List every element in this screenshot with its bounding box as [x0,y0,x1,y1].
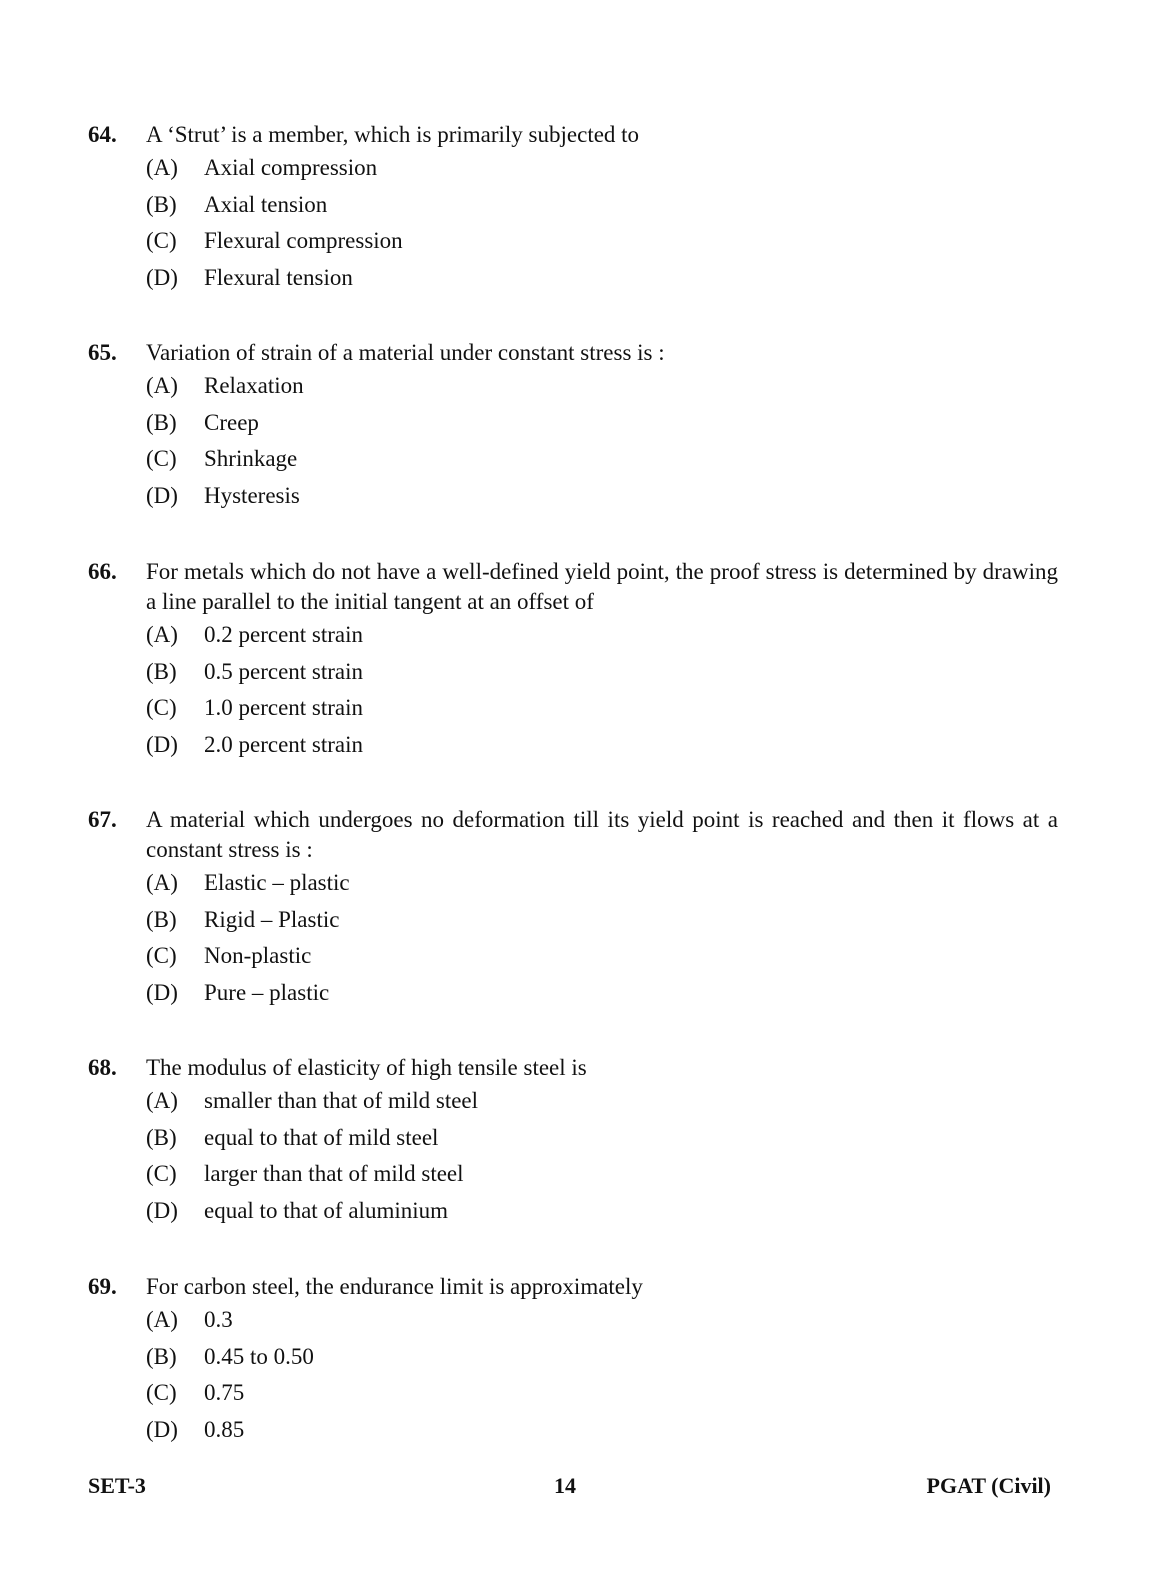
question-number: 69. [88,1274,117,1299]
question-65 [88,338,1058,514]
option-text: Non-plastic [204,943,312,968]
option-label: (C) [146,1380,177,1405]
option-b [88,1120,1058,1157]
question-number: 67. [88,807,117,832]
question-number: 64. [88,122,117,147]
option-label: (B) [146,1124,177,1150]
option-label: (B) [146,191,177,217]
question-text: A material which undergoes no deformation till its yield point is reached and then it flows at a constant stress is : [146,807,1058,862]
question-stem [88,1053,1058,1083]
option-text: Relaxation [204,373,304,398]
question-stem [88,1272,1058,1302]
option-d [88,1412,1058,1449]
option-text: Pure – plastic [204,979,330,1005]
option-text: Shrinkage [204,446,298,471]
question-number: 66. [88,559,117,584]
option-label: (D) [146,1416,178,1442]
option-label: (A) [146,870,178,895]
option-text: Hysteresis [204,482,300,508]
option-c [88,223,1058,260]
option-text: Axial compression [204,155,378,180]
option-text: Flexural compression [204,228,403,253]
option-text: 0.75 [204,1380,245,1405]
question-69 [88,1272,1058,1448]
option-label: (B) [146,658,177,684]
option-c [88,938,1058,975]
option-label: (D) [146,482,178,508]
option-text: 2.0 percent strain [204,731,364,757]
option-a [88,368,1058,405]
option-text: Rigid – Plastic [204,906,340,932]
question-stem [88,557,1058,617]
question-stem [88,338,1058,368]
option-label: (B) [146,409,177,435]
option-a [88,1083,1058,1120]
option-a [88,150,1058,187]
option-label: (C) [146,446,177,471]
question-64 [88,120,1058,296]
question-68 [88,1053,1058,1229]
option-text: 0.85 [204,1416,245,1442]
option-text: 0.45 to 0.50 [204,1343,314,1369]
option-label: (C) [146,943,177,968]
option-c [88,690,1058,727]
option-label: (B) [146,1343,177,1369]
option-b [88,405,1058,442]
option-label: (A) [146,1088,178,1113]
option-b [88,187,1058,224]
option-label: (A) [146,373,178,398]
question-stem [88,805,1058,865]
question-text: A ‘Strut’ is a member, which is primarily subjected to [146,122,640,147]
option-b [88,902,1058,939]
footer-set-code: SET-3 [88,1473,146,1498]
option-text: 0.2 percent strain [204,622,364,647]
question-text: For metals which do not have a well-defined yield point, the proof stress is determined by drawing a line parallel to the initial tangent at an offset of [146,559,1058,614]
question-text: The modulus of elasticity of high tensile steel is [146,1055,587,1080]
question-text: For carbon steel, the endurance limit is approximately [146,1274,643,1299]
question-number: 68. [88,1055,117,1080]
option-label: (B) [146,906,177,932]
option-d [88,260,1058,297]
option-a [88,865,1058,902]
question-67 [88,805,1058,1011]
option-b [88,654,1058,691]
option-c [88,1156,1058,1193]
option-text: Axial tension [204,191,328,217]
question-text: Variation of strain of a material under constant stress is : [146,340,665,365]
option-text: Flexural tension [204,264,353,290]
option-a [88,617,1058,654]
option-text: 1.0 percent strain [204,695,364,720]
option-text: 0.3 [204,1307,233,1332]
option-text: Elastic – plastic [204,870,350,895]
option-a [88,1302,1058,1339]
option-label: (C) [146,228,177,253]
option-label: (A) [146,155,178,180]
option-label: (A) [146,1307,178,1332]
footer-exam-name: PGAT (Civil) [926,1473,1051,1498]
question-number: 65. [88,340,117,365]
option-label: (D) [146,1197,178,1223]
option-d [88,1193,1058,1230]
option-c [88,1375,1058,1412]
option-text: 0.5 percent strain [204,658,364,684]
option-label: (D) [146,979,178,1005]
option-text: equal to that of mild steel [204,1124,439,1150]
option-b [88,1339,1058,1376]
option-text: equal to that of aluminium [204,1197,449,1223]
footer-page-number: 14 [554,1473,576,1498]
option-d [88,975,1058,1012]
option-d [88,727,1058,764]
option-d [88,478,1058,515]
option-text: smaller than that of mild steel [204,1088,479,1113]
question-66 [88,557,1058,763]
option-text: Creep [204,409,259,435]
option-label: (D) [146,731,178,757]
option-label: (D) [146,264,178,290]
question-stem [88,120,1058,150]
option-label: (A) [146,622,178,647]
option-text: larger than that of mild steel [204,1161,464,1186]
option-label: (C) [146,1161,177,1186]
option-label: (C) [146,695,177,720]
option-c [88,441,1058,478]
